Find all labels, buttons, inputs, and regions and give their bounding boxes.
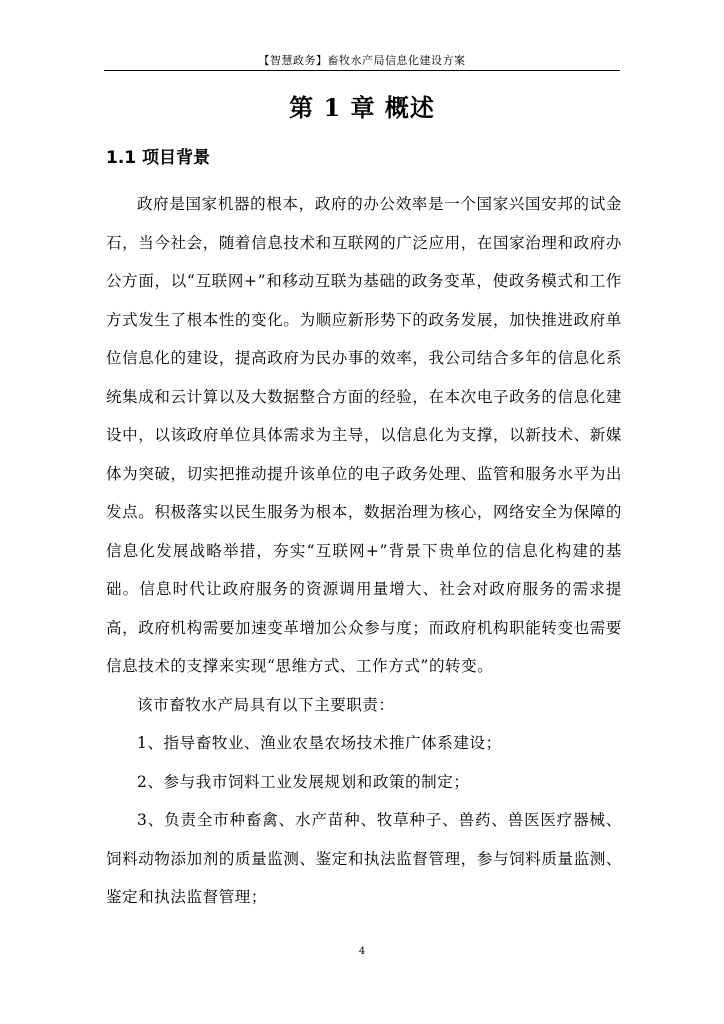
paragraph-background: 政府是国家机器的根本，政府的办公效率是一个国家兴国安邦的试金石，当今社会，随着信息技术和互联网的广泛应用，在国家治理和政府办公方面，以“互联网+”和移动互联为基础的政务变革，使政务模式和工作方式发生了根本性的变化。为顺应新形势下的政务发展，加快推进政府单位信息化的建设，提高政府为民办事的效率，我公司结合多年的信息化系统集成和云计算以及大数据整合方面的经验，在本次电子政务的信息化建设中，以该政府单位具体需求为主导，以信息化为支撑，以新技术、新媒体为突破，切实把推动提升该单位的电子政务处理、监管和服务水平为出发点。积极落实以民生服务为根本，数据治理为核心，网络安全为保障的信息化发展战略举措，夯实“互联网+”背景下贵单位的信息化构建的基础。信息时代让政府服务的资源调用量增大、社会对政府服务的需求提高，政府机构需要加速变革增加公众参与度；而政府机构职能转变也需要信息技术的支撑来实现“思维方式、工作方式”的转变。 (106, 195, 622, 675)
page-header: 【智慧政务】畜牧水产局信息化建设方案 (258, 54, 466, 67)
header-divider (104, 70, 620, 71)
paragraph-duty-3: 3、负责全市种畜禽、水产苗种、牧草种子、兽药、兽医医疗器械、饲料动物添加剂的质量监测、鉴定和执法监督管理，参与饲料质量监测、鉴定和执法监督管理； (106, 811, 622, 906)
page-number: 4 (358, 946, 366, 957)
paragraph-duty-1: 1、指导畜牧业、渔业农垦农场技术推广体系建设； (137, 734, 502, 752)
paragraph-duties-intro: 该市畜牧水产局具有以下主要职责： (137, 695, 395, 714)
paragraph-duty-2: 2、参与我市饲料工业发展规划和政策的制定； (137, 772, 470, 791)
section-title: 1.1 项目背景 (106, 148, 211, 168)
body-text (106, 185, 622, 917)
chapter-title: 第 1 章 概述 (289, 93, 435, 122)
